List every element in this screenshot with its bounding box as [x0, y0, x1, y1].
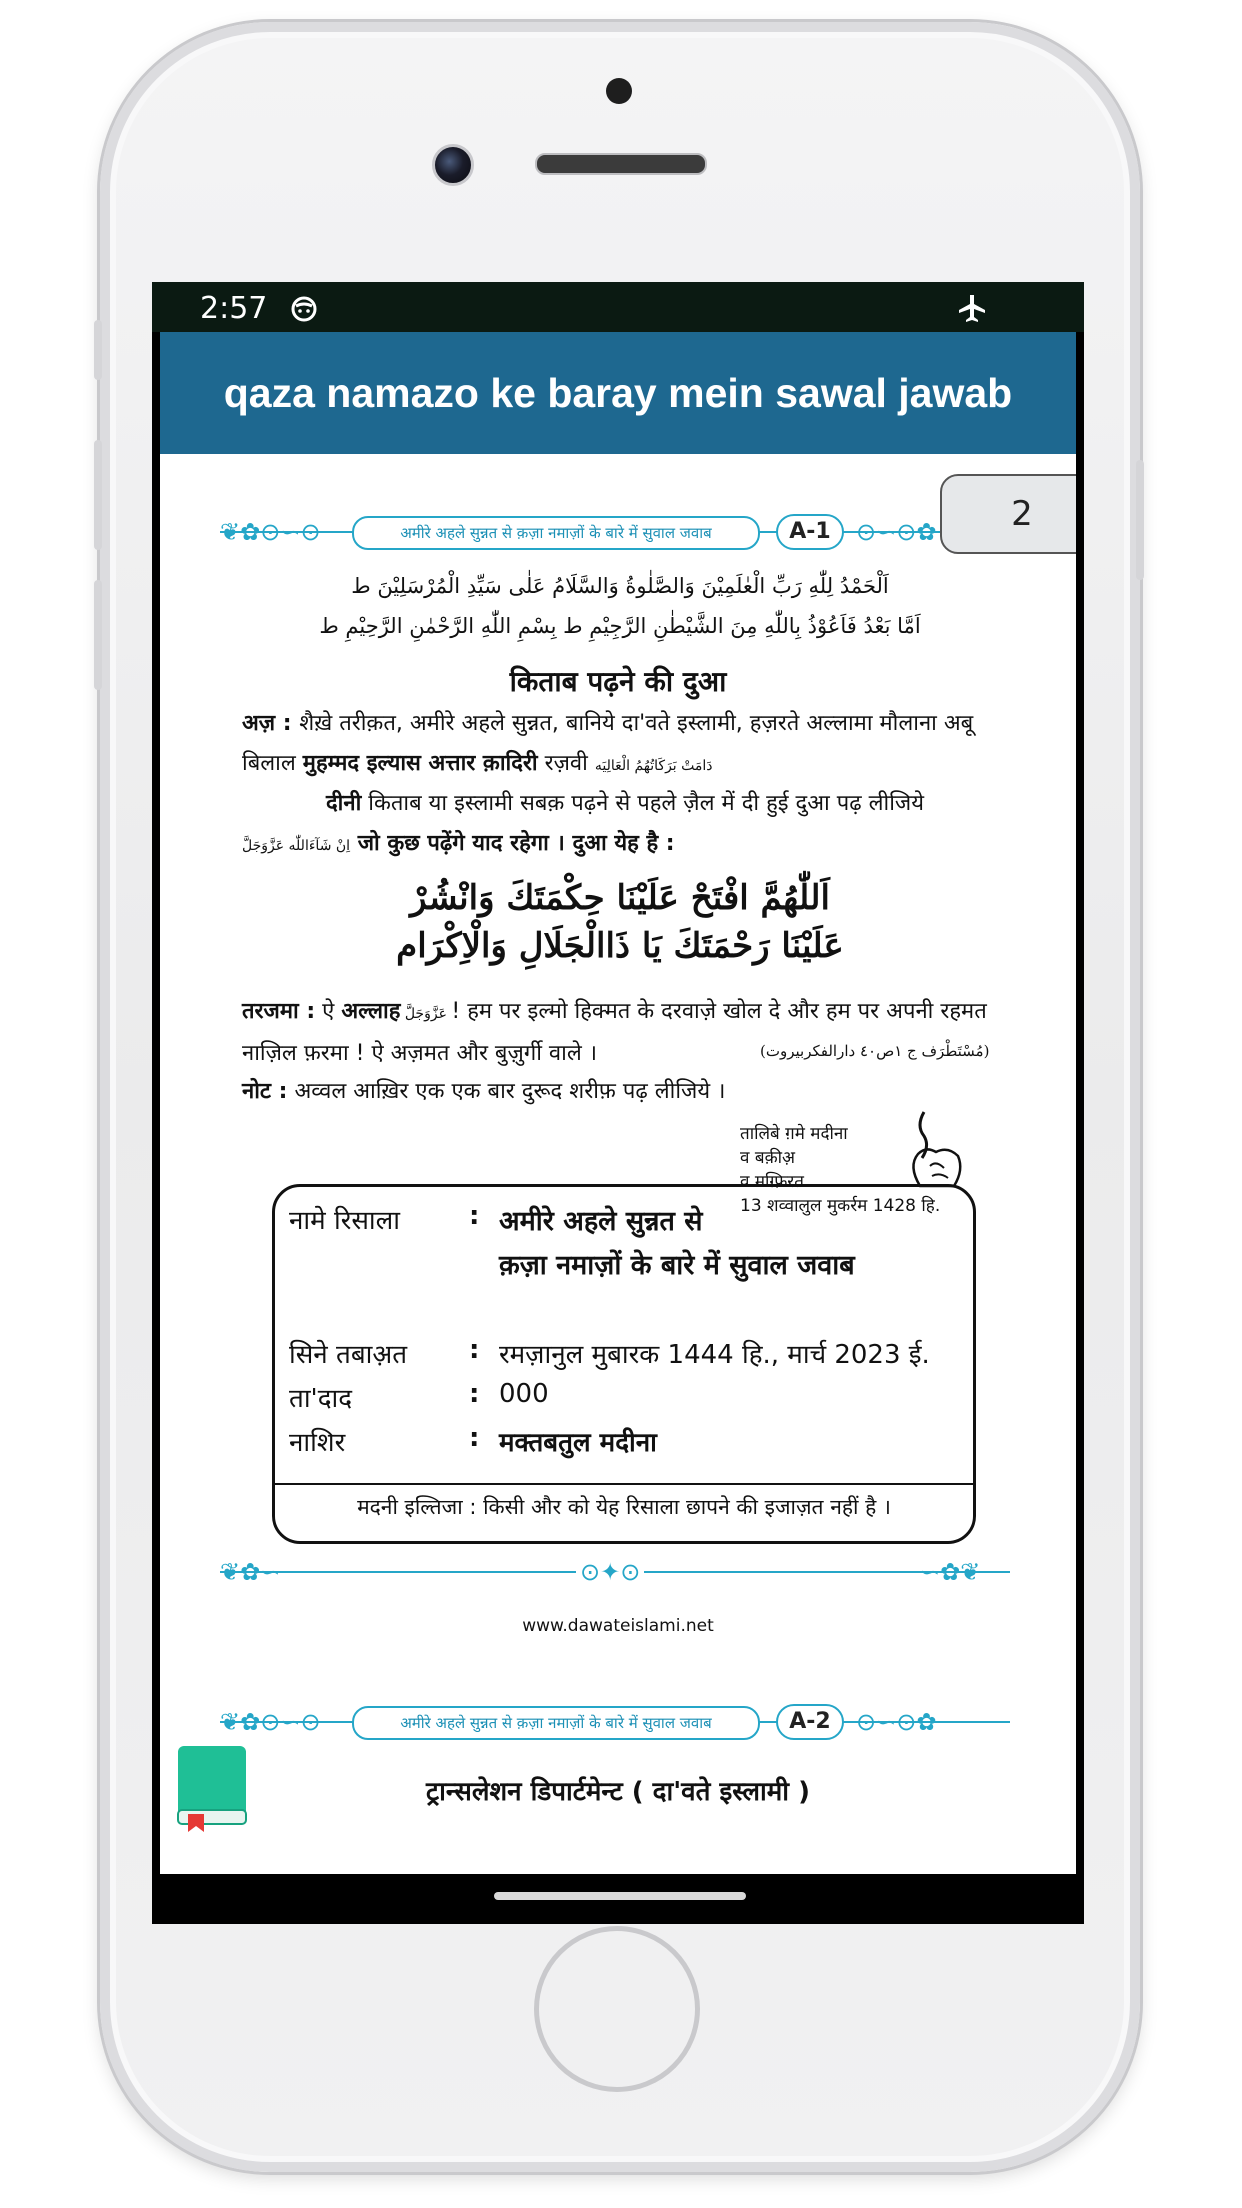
volume-up-button [94, 440, 102, 550]
info-colon: : [469, 1201, 480, 1231]
arabic-opening-line-1: اَلْحَمْدُ لِلّٰهِ رَبِّ الْعٰلَمِيْنَ وَالصَّلٰوةُ وَالسَّلَامُ عَلٰى سَيِّدِ الْمُرْسَلِيْنَ ط [351, 574, 889, 598]
intro-paragraph-3 [242, 824, 1006, 866]
tarjama-text-1: ऐ [315, 999, 342, 1024]
ornament-flourish-right: ⊙∽⊙✿ [856, 1708, 937, 1736]
intro-text-1: शैख़े तरीक़त, अमीरे अहले सुन्नत, बानिये दा'वते इस्लामी, हज़रते अल्लामा मौलाना अबू बिलाल [242, 711, 974, 776]
phone-screen [152, 282, 1084, 1924]
info-key-publisher: नाशिर [289, 1428, 346, 1458]
home-indicator[interactable] [494, 1892, 746, 1900]
tarjama-arabic: عَزَّوَجَلَّ [400, 1006, 452, 1022]
dua-arabic-line-1: اَللّٰهُمَّ افْتَحْ عَلَيْنَا حِكْمَتَكَ وَانْشُرْ [410, 878, 830, 918]
intro-text-3: किताब या इस्लामी सबक़ पढ़ने से पहले ज़ैल में दी हुई दुआ पढ़ लीजिये [361, 791, 924, 816]
dua-arabic-line-2: عَلَيْنَا رَحْمَتَكَ يَا ذَاالْجَلَالِ وَالْاِكْرَام [396, 926, 844, 966]
intro-text-4: जो कुछ पढ़ेंगे याद रहेगा । दुआ येह है : [350, 831, 675, 856]
intro-paragraph [242, 704, 1006, 786]
ornament-flourish-right: ⊙∽⊙✿ [856, 518, 937, 546]
note-text: अव्वल आख़िर एक एक बार दुरूद शरीफ़ पढ़ लीजिये । [287, 1079, 726, 1104]
ornament-center: ⊙✦⊙ [576, 1558, 644, 1586]
tarjama-label: तरजमा : [242, 999, 316, 1024]
page-number-badge: 2 [940, 474, 1076, 554]
signature-seal-icon [902, 1106, 966, 1190]
info-key-count: ता'दाद [289, 1384, 353, 1414]
gesture-nav-bar [152, 1874, 1084, 1924]
info-divider [275, 1483, 973, 1485]
airplane-icon [956, 292, 988, 324]
website-url: www.dawateislami.net [522, 1616, 714, 1636]
signature-line-3: व मग़्फ़िरत [740, 1172, 804, 1192]
translation-paragraph [242, 992, 1006, 1074]
intro-label: अज़ : [242, 711, 300, 736]
app-bar [160, 332, 1076, 454]
tarjama-allah: अल्लाह [341, 999, 401, 1024]
page-code: A-1 [776, 514, 844, 550]
info-colon: : [469, 1379, 480, 1409]
tarjama-text-2: ! हम पर इल्मो हिक्मत के दरवाज़े खोल दे और हम पर अपनी रहमत नाज़िल फ़रमा ! ऐ अज़मत और बुज़ुर्गी वाले । [242, 999, 987, 1066]
arabic-opening-line-2: اَمَّا بَعْدُ فَاَعُوْذُ بِاللّٰهِ مِنَ الشَّيْطٰنِ الرَّجِيْمِ ط بِسْمِ اللّٰهِ الرَّحْمٰنِ الرَّحِيْمِ ط [319, 614, 921, 638]
page-header-ornament [220, 512, 1010, 552]
signature-line-1: तालिबे ग़मे मदीना [740, 1124, 848, 1144]
mute-switch [94, 320, 102, 380]
intro-text-2: रज़वी [537, 751, 595, 776]
header-banner-2: अमीरे अहले सुन्नत से क़ज़ा नमाज़ों के बारे में सुवाल जवाब [352, 1706, 760, 1740]
info-val-name-2: क़ज़ा नमाज़ों के बारे में सुवाल जवाब [499, 1250, 855, 1281]
signature-line-2: व बक़ीअ़ [740, 1148, 796, 1168]
info-footer: मदनी इल्तिजा : किसी और को येह रिसाला छापने की इजाज़त नहीं है । [357, 1495, 891, 1519]
book-bookmark-icon[interactable] [174, 1744, 250, 1832]
cat-face-icon [290, 294, 318, 322]
status-time: 2:57 [200, 291, 268, 326]
dini-label: दीनी [326, 791, 362, 816]
inshallah-arabic: اِنْ شَآءَاللّٰه عَزَّوَجَلَّ [242, 838, 351, 854]
info-colon: : [469, 1335, 480, 1365]
page-footer-ornament [220, 1552, 1010, 1592]
earpiece-speaker [535, 153, 707, 175]
translation-department-heading: ट्रान्सलेशन डिपार्टमेन्ट ( दा'वते इस्लामी ) [426, 1777, 810, 1807]
signature-date: 13 शव्वालुल मुकर्रम 1428 हि. [740, 1196, 941, 1216]
honorific-arabic: دَامَتْ بَرَكَاتُهُمُ الْعَالِيَه [594, 758, 713, 774]
info-val-print: रमज़ानुल मुबारक 1444 हि., मार्च 2023 ई. [499, 1340, 930, 1370]
note-label: नोट : [242, 1079, 288, 1104]
status-bar [152, 282, 1084, 332]
home-button[interactable] [534, 1926, 700, 2092]
ornament-flourish-left: ❦✿⊙∽⊙ [220, 1708, 321, 1736]
note-paragraph [242, 1072, 1006, 1112]
ornament-flourish-right: ∽✿❦ [920, 1558, 981, 1586]
info-colon: : [469, 1423, 480, 1453]
tarjama-reference: (مُسْتَطْرَف ج ١ص٤٠ دارالفكربيروت) [760, 1042, 990, 1060]
volume-down-button [94, 580, 102, 690]
book-page-viewer[interactable] [160, 454, 1076, 1874]
intro-paragraph-2 [242, 784, 1006, 824]
ornament-flourish-left: ❦✿∽ [220, 1558, 281, 1586]
app-title: qaza namazo ke baray mein sawal jawab [223, 370, 1013, 416]
info-key-print: सिने तबाअ़त [289, 1340, 408, 1370]
page-code-2: A-2 [776, 1704, 844, 1740]
info-val-name-1: अमीरे अहले सुन्नत से [499, 1206, 703, 1237]
info-key-name: नामे रिसाला [289, 1206, 401, 1236]
power-button [1136, 460, 1144, 580]
info-val-publisher: मक्तबतुल मदीना [499, 1428, 657, 1458]
info-val-count: 000 [499, 1379, 549, 1409]
front-camera [432, 144, 474, 186]
dua-heading: किताब पढ़ने की दुआ [509, 665, 727, 698]
proximity-sensor [606, 78, 632, 104]
author-name: मुहम्मद इल्यास अत्तार क़ादिरी [302, 751, 538, 776]
ornament-flourish-left: ❦✿⊙∽⊙ [220, 518, 321, 546]
booklet-info-box [272, 1184, 976, 1544]
page-2-header-ornament [220, 1702, 1010, 1742]
header-banner: अमीरे अहले सुन्नत से क़ज़ा नमाज़ों के बारे में सुवाल जवाब [352, 516, 760, 550]
